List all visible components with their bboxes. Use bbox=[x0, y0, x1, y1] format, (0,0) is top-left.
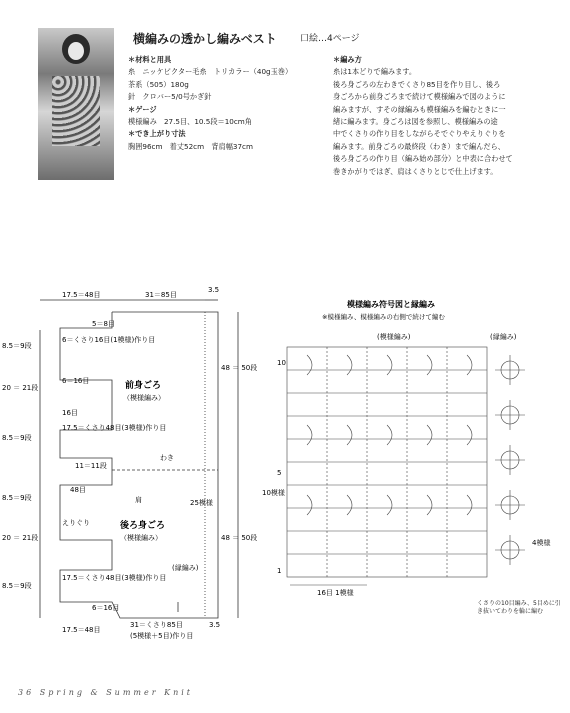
photo-face bbox=[68, 42, 84, 60]
inner-label: 17.5＝くさり48目(3模様)作り目 bbox=[62, 574, 167, 582]
method-line: 中でくさりの作り目をしながらそでぐりやえりぐりを bbox=[333, 129, 506, 139]
page-title: 横編みの透かし編みベスト bbox=[133, 32, 277, 46]
misc-label: 48 ＝ 50段 bbox=[221, 534, 258, 542]
front-label: 前身ごろ bbox=[125, 381, 162, 391]
inner-label: 6＝16目 bbox=[92, 604, 120, 612]
side-label: 20 ＝ 21段 bbox=[2, 384, 39, 392]
materials-yarn: 糸 ニッケビクター毛糸 トリカラー（40g玉巻） bbox=[128, 67, 293, 77]
chart-top-label: (模様編み) bbox=[377, 333, 411, 341]
materials-section bbox=[128, 54, 292, 153]
chart-edge-label: (縁編み) bbox=[490, 333, 517, 341]
inner-label: 6＝くさり16目(1模様)作り目 bbox=[62, 336, 156, 344]
inner-label: 16目 bbox=[62, 409, 78, 417]
chart-right-label: 4模様 bbox=[532, 539, 551, 547]
page-number: 36 bbox=[18, 688, 35, 697]
chart-note-wrap bbox=[477, 600, 562, 635]
chart-left-label: 10模様 bbox=[262, 489, 285, 497]
materials-needle: 針 クロバー5/0号かぎ針 bbox=[128, 92, 212, 102]
bottom-dim: 3.5 bbox=[209, 621, 221, 629]
method-line: 身ごろから前身ごろまで続けて模様編みで図のように bbox=[333, 92, 506, 102]
row-number: 1 bbox=[277, 567, 282, 575]
method-section bbox=[333, 54, 513, 178]
bottom-dim: 17.5＝48目 bbox=[62, 626, 101, 634]
bottom-dim: (5模様＋5目)作り目 bbox=[130, 632, 194, 640]
side-label: 8.5＝9段 bbox=[2, 434, 32, 442]
top-dim-1: 17.5＝48目 bbox=[62, 291, 101, 299]
method-heading: ＊編み方 bbox=[333, 55, 362, 64]
chart-bottom-label: 16目 1模様 bbox=[317, 589, 354, 597]
side-label: 8.5＝9段 bbox=[2, 342, 32, 350]
method-line: 編みますが、すその縁編みも模様編みを編むときに一 bbox=[333, 104, 506, 114]
misc-label: 肩 bbox=[135, 496, 142, 504]
side-label: 8.5＝9段 bbox=[2, 494, 32, 502]
top-dim-2: 31＝85目 bbox=[145, 291, 177, 299]
row-number: 10 bbox=[277, 359, 286, 367]
inner-label: 6＝16目 bbox=[62, 377, 90, 385]
method-line: 緒に編みます。身ごろは図を参照し、模様編みの途 bbox=[333, 117, 498, 127]
method-line: 後ろ身ごろの左わきでくさり85目を作り目し、後ろ bbox=[333, 79, 501, 89]
size-value: 胸囲96cm 着丈52cm 背肩幅37cm bbox=[128, 141, 253, 151]
chart-subtitle: ※模様編み、模様編みの右側で続けて編む bbox=[322, 313, 445, 321]
chart-title: 模様編み符号図と縁編み bbox=[347, 300, 435, 309]
materials-color: 茶系（505）180g bbox=[128, 79, 189, 89]
gauge-heading: ＊ゲージ bbox=[128, 104, 157, 114]
page-reference: 口絵…4ページ bbox=[300, 34, 360, 44]
stitch-chart bbox=[262, 295, 562, 635]
misc-label: えりぐり bbox=[62, 519, 90, 527]
misc-label: 25模様 bbox=[190, 499, 213, 507]
inner-label: 5＝8目 bbox=[92, 320, 115, 328]
model-photo bbox=[38, 28, 114, 180]
method-line: 後ろ身ごろの作り目（編み始め部分）と中表に合わせて bbox=[333, 154, 513, 164]
size-heading: ＊でき上がり寸法 bbox=[128, 129, 186, 139]
side-label: 20 ＝ 21段 bbox=[2, 534, 39, 542]
misc-label: わき bbox=[160, 454, 174, 462]
misc-label: (縁編み) bbox=[172, 564, 199, 572]
chart-note: くさりの10目編み、5目めに引き抜いてわりを輪に編む bbox=[477, 600, 561, 615]
photo-vest bbox=[52, 76, 100, 146]
garment-schematic bbox=[0, 280, 260, 660]
back-sub: （模様編み） bbox=[120, 534, 162, 542]
inner-label: 48目 bbox=[70, 486, 86, 494]
front-sub: （模様編み） bbox=[123, 394, 165, 402]
row-number: 5 bbox=[277, 469, 282, 477]
method-line: 糸は1本どりで編みます。 bbox=[333, 67, 417, 77]
gauge-value: 模様編み 27.5目、10.5段＝10cm角 bbox=[128, 117, 252, 127]
method-line: 巻きかがりではぎ、肩はくさりとじで仕上げます。 bbox=[333, 166, 498, 176]
page-footer bbox=[18, 688, 193, 697]
bottom-dim: 31＝くさり85目 bbox=[130, 621, 183, 629]
series-name: Spring & Summer Knit bbox=[39, 688, 194, 697]
side-label: 8.5＝9段 bbox=[2, 582, 32, 590]
top-dim-3: 3.5 bbox=[208, 286, 220, 294]
inner-label: 17.5＝くさり48目(3模様)作り目 bbox=[62, 424, 167, 432]
method-line: 編みます。前身ごろの最終段（わき）まで編んだら、 bbox=[333, 141, 505, 151]
materials-heading: ＊材料と用具 bbox=[128, 55, 172, 64]
side-label: 11＝11段 bbox=[75, 462, 107, 470]
back-label: 後ろ身ごろ bbox=[120, 521, 166, 531]
petal-lines bbox=[495, 355, 525, 565]
misc-label: 48 ＝ 50段 bbox=[221, 364, 258, 372]
